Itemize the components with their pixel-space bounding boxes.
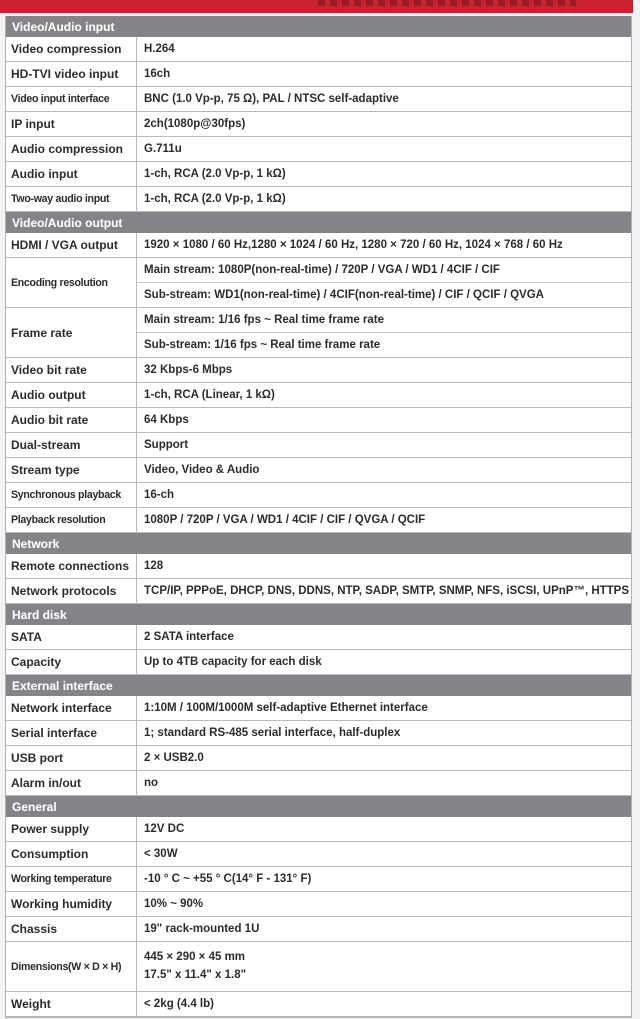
spec-label: Serial interface — [6, 721, 137, 745]
spec-values — [137, 408, 631, 432]
spec-value-line: 17.5" x 11.4" x 1.8" — [144, 968, 247, 981]
spec-values — [137, 842, 631, 866]
masthead-red-bar — [0, 0, 633, 13]
spec-value: 2ch(1080p@30fps) — [144, 118, 246, 130]
spec-row — [6, 917, 631, 942]
spec-value: 1920 × 1080 / 60 Hz,1280 × 1024 / 60 Hz, 1280 × 720 / 60 Hz, 1024 × 768 / 60 Hz — [144, 239, 563, 251]
spec-label: Remote connections — [6, 554, 137, 578]
spec-label: Audio input — [6, 162, 137, 186]
spec-row — [6, 258, 631, 308]
spec-label: HDMI / VGA output — [6, 233, 137, 257]
spec-label: IP input — [6, 112, 137, 136]
spec-label: Frame rate — [6, 308, 137, 357]
spec-values — [137, 917, 631, 941]
spec-values — [137, 942, 631, 991]
spec-values — [137, 137, 631, 161]
spec-values — [137, 112, 631, 136]
spec-table — [5, 16, 632, 1018]
spec-values — [137, 62, 631, 86]
spec-values — [137, 817, 631, 841]
spec-value: 1080P / 720P / VGA / WD1 / 4CIF / CIF / QVGA / QCIF — [144, 514, 426, 526]
spec-label: Video compression — [6, 37, 137, 61]
spec-values — [137, 483, 631, 507]
spec-values — [137, 358, 631, 382]
spec-row — [6, 433, 631, 458]
spec-row — [6, 579, 631, 604]
spec-values — [137, 162, 631, 186]
spec-value: 32 Kbps-6 Mbps — [144, 364, 233, 376]
section-header: Hard disk — [6, 604, 631, 625]
spec-label: USB port — [6, 746, 137, 770]
spec-label: Network protocols — [6, 579, 137, 603]
spec-values — [137, 433, 631, 457]
spec-value: < 30W — [144, 848, 178, 860]
spec-values — [137, 746, 631, 770]
spec-label: Capacity — [6, 650, 137, 674]
spec-label: Video bit rate — [6, 358, 137, 382]
spec-label: Chassis — [6, 917, 137, 941]
spec-row — [6, 992, 631, 1017]
spec-row — [6, 696, 631, 721]
spec-value-line: 445 × 290 × 45 mm — [144, 950, 246, 963]
spec-values — [137, 892, 631, 916]
spec-values — [137, 650, 631, 674]
spec-value: Sub-stream: 1/16 fps ~ Real time frame rate — [137, 332, 631, 357]
spec-row — [6, 187, 631, 212]
spec-label: Dimensions(W × D × H) — [6, 942, 137, 991]
spec-row — [6, 62, 631, 87]
spec-value: 1-ch, RCA (2.0 Vp-p, 1 kΩ) — [144, 193, 286, 205]
spec-values — [137, 554, 631, 578]
spec-value: 12V DC — [144, 823, 185, 835]
spec-value: G.711u — [144, 143, 182, 155]
spec-value: 64 Kbps — [144, 414, 189, 426]
spec-label: Network interface — [6, 696, 137, 720]
spec-values — [137, 508, 631, 532]
spec-value: Video, Video & Audio — [144, 464, 260, 476]
spec-row — [6, 112, 631, 137]
spec-row — [6, 408, 631, 433]
spec-label: Encoding resolution — [6, 258, 137, 307]
spec-row — [6, 867, 631, 892]
spec-value: BNC (1.0 Vp-p, 75 Ω), PAL / NTSC self-adaptive — [144, 93, 399, 105]
spec-value: 10% ~ 90% — [144, 898, 204, 910]
spec-value: 128 — [144, 560, 164, 572]
spec-value: Sub-stream: WD1(non-real-time) / 4CIF(non-real-time) / CIF / QCIF / QVGA — [137, 282, 631, 307]
spec-value: 1-ch, RCA (Linear, 1 kΩ) — [144, 389, 275, 401]
spec-value: 19" rack-mounted 1U — [144, 923, 260, 935]
spec-value: 2 SATA interface — [144, 631, 234, 643]
spec-row — [6, 842, 631, 867]
spec-value: 16-ch — [144, 489, 175, 501]
spec-label: Two-way audio input — [6, 187, 137, 211]
spec-row — [6, 383, 631, 408]
spec-values — [137, 771, 631, 795]
spec-row — [6, 554, 631, 579]
spec-values — [137, 458, 631, 482]
spec-label: Consumption — [6, 842, 137, 866]
spec-value: 1-ch, RCA (2.0 Vp-p, 1 kΩ) — [144, 168, 286, 180]
spec-values — [137, 992, 631, 1016]
spec-values — [137, 721, 631, 745]
section-header: External interface — [6, 675, 631, 696]
section-header: General — [6, 796, 631, 817]
spec-label: Video input interface — [6, 87, 137, 111]
section-header: Video/Audio input — [6, 16, 631, 37]
spec-label: Working humidity — [6, 892, 137, 916]
spec-value: Main stream: 1080P(non-real-time) / 720P / VGA / WD1 / 4CIF / CIF — [144, 264, 500, 276]
spec-values — [137, 87, 631, 111]
spec-values — [137, 383, 631, 407]
spec-value: 2 × USB2.0 — [144, 752, 204, 764]
spec-value: 1:10M / 100M/1000M self-adaptive Ethernet interface — [144, 702, 428, 714]
spec-row — [6, 721, 631, 746]
spec-label: Power supply — [6, 817, 137, 841]
spec-value: TCP/IP, PPPoE, DHCP, DNS, DDNS, NTP, SADP, SMTP, SNMP, NFS, iSCSI, UPnP™, HTTPS — [144, 585, 630, 597]
spec-values — [137, 696, 631, 720]
spec-row — [6, 162, 631, 187]
spec-label: SATA — [6, 625, 137, 649]
spec-value: Up to 4TB capacity for each disk — [144, 656, 322, 668]
spec-value: -10 ° C ~ +55 ° C(14° F - 131° F) — [144, 873, 312, 885]
spec-label: Playback resolution — [6, 508, 137, 532]
spec-row — [6, 358, 631, 383]
spec-row — [6, 137, 631, 162]
spec-row — [6, 458, 631, 483]
spec-row — [6, 650, 631, 675]
spec-row — [6, 746, 631, 771]
spec-values — [137, 625, 631, 649]
spec-value: Main stream: 1/16 fps ~ Real time frame rate — [144, 314, 385, 326]
spec-values — [137, 233, 631, 257]
spec-label: Audio compression — [6, 137, 137, 161]
spec-values — [137, 187, 631, 211]
section-header: Video/Audio output — [6, 212, 631, 233]
spec-values — [137, 579, 631, 603]
spec-label: Dual-stream — [6, 433, 137, 457]
spec-row — [6, 942, 631, 992]
spec-value: < 2kg (4.4 lb) — [144, 998, 214, 1010]
spec-row — [6, 771, 631, 796]
spec-label: Audio bit rate — [6, 408, 137, 432]
spec-value: H.264 — [144, 43, 175, 55]
spec-row — [6, 892, 631, 917]
spec-row — [6, 37, 631, 62]
spec-values — [137, 867, 631, 891]
spec-value: Support — [144, 439, 189, 451]
spec-value: 1; standard RS-485 serial interface, half-duplex — [144, 727, 401, 739]
spec-row — [6, 625, 631, 650]
cropped-model-text — [318, 0, 576, 6]
spec-label: Weight — [6, 992, 137, 1016]
spec-row — [6, 233, 631, 258]
spec-row — [6, 87, 631, 112]
spec-value: 16ch — [144, 68, 171, 80]
spec-value: no — [144, 777, 159, 789]
spec-label: Synchronous playback — [6, 483, 137, 507]
spec-label: HD-TVI video input — [6, 62, 137, 86]
spec-label: Alarm in/out — [6, 771, 137, 795]
spec-label: Working temperature — [6, 867, 137, 891]
spec-value — [137, 942, 631, 991]
spec-values — [137, 258, 631, 307]
spec-label: Stream type — [6, 458, 137, 482]
spec-row — [6, 817, 631, 842]
spec-label: Audio output — [6, 383, 137, 407]
spec-values — [137, 308, 631, 357]
spec-row — [6, 508, 631, 533]
spec-row — [6, 483, 631, 508]
section-header: Network — [6, 533, 631, 554]
spec-row — [6, 308, 631, 358]
spec-values — [137, 37, 631, 61]
